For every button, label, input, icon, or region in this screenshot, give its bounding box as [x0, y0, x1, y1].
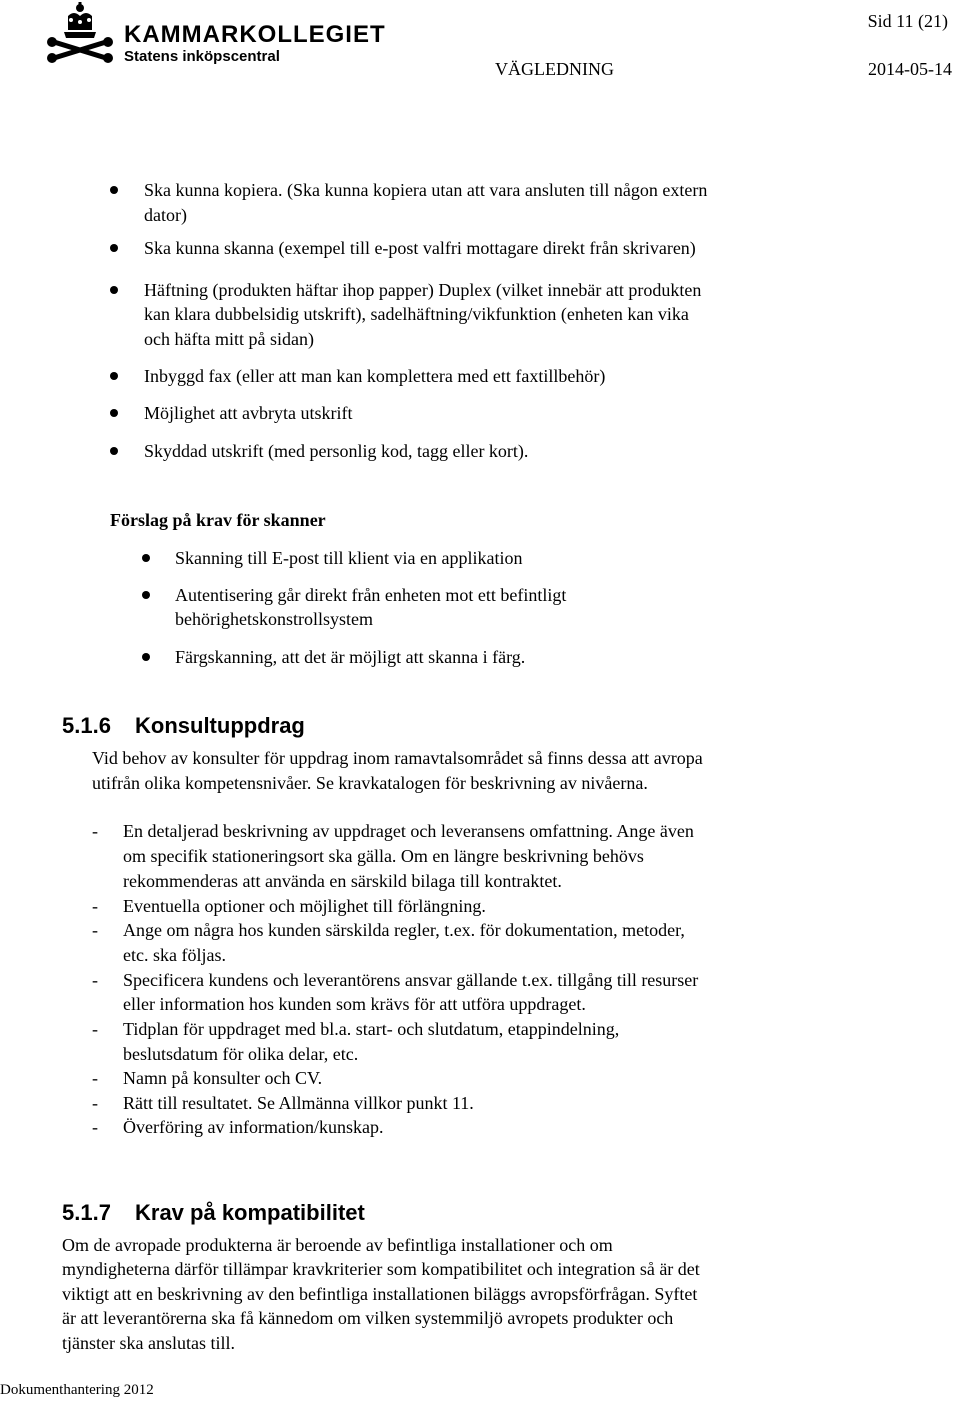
list-item-line: etc. ska följas. [123, 945, 226, 965]
list-item-line: Häftning (produkten häftar ihop papper) Duplex (vilket innebär att produkten [144, 280, 702, 300]
bullet-icon [142, 653, 150, 661]
crown-emblem-icon [44, 2, 116, 66]
body-line: tjänster ska anslutas till. [62, 1333, 235, 1353]
body-line: är att leverantörerna ska få kännedom om vilken systemmiljö avropets produkter och [62, 1308, 674, 1328]
list-item-line: Specificera kundens och leverantörens ansvar gällande t.ex. tillgång till resurser [123, 970, 699, 990]
list-item-line: kan klara dubbelsidig utskrift), sadelhäftning/vikfunktion (enheten kan vika [144, 304, 689, 324]
section-intro-line: utifrån olika kompetensnivåer. Se kravkatalogen för beskrivning av nivåerna. [92, 773, 648, 793]
list-item-line: beslutsdatum för olika delar, etc. [123, 1044, 359, 1064]
dash-marker: - [92, 821, 98, 841]
bullet-icon [110, 409, 118, 417]
section-heading-scanner: Förslag på krav för skanner [110, 510, 326, 530]
dash-marker: - [92, 1093, 98, 1113]
dash-marker: - [92, 1019, 98, 1039]
list-item-line: Eventuella optioner och möjlighet till förlängning. [123, 896, 486, 916]
logo-name: KAMMARKOLLEGIET [124, 21, 386, 48]
bullet-icon [110, 244, 118, 252]
document-date: 2014-05-14 [868, 59, 952, 79]
list-item-line: rekommenderas att använda en särskild bilaga till kontraktet. [123, 871, 562, 891]
list-item-line: om specifik stationeringsort ska gälla. Om en längre beskrivning behövs [123, 846, 644, 866]
dash-marker: - [92, 970, 98, 990]
list-item-line: Autentisering går direkt från enheten mot ett befintligt [175, 585, 567, 605]
dash-marker: - [92, 1117, 98, 1137]
list-item-line: En detaljerad beskrivning av uppdraget och leveransens omfattning. Ange även [123, 821, 694, 841]
list-item-line: Skyddad utskrift (med personlig kod, tagg eller kort). [144, 441, 529, 461]
list-item-line: Ska kunna skanna (exempel till e-post valfri mottagare direkt från skrivaren) [144, 238, 696, 258]
section-number-517: 5.1.7 [62, 1200, 111, 1225]
list-item-line: Tidplan för uppdraget med bl.a. start- och slutdatum, etappindelning, [123, 1019, 620, 1039]
list-item-line: Färgskanning, att det är möjligt att skanna i färg. [175, 647, 526, 667]
body-line: myndigheterna därför tillämpar kravkriterier som kompatibilitet och integration så är det [62, 1259, 700, 1279]
dash-marker: - [92, 1068, 98, 1088]
list-item-line: dator) [144, 205, 187, 225]
list-item-line: Ska kunna kopiera. (Ska kunna kopiera utan att vara ansluten till någon extern [144, 180, 708, 200]
bullet-icon [142, 591, 150, 599]
section-number-516: 5.1.6 [62, 713, 111, 738]
list-item-line: Överföring av information/kunskap. [123, 1117, 384, 1137]
dash-marker: - [92, 920, 98, 940]
section-intro-line: Vid behov av konsulter för uppdrag inom ramavtalsområdet så finns dessa att avropa [92, 748, 703, 768]
section-title-516: Konsultuppdrag [135, 713, 305, 738]
list-item-line: eller information hos kunden som krävs för att utföra uppdraget. [123, 994, 586, 1014]
bullet-icon [110, 286, 118, 294]
footer-text: Dokumenthantering 2012 [0, 1382, 154, 1398]
list-item-line: och häfta mitt på sidan) [144, 329, 314, 349]
document-type: VÄGLEDNING [495, 59, 614, 79]
list-item-line: Skanning till E-post till klient via en applikation [175, 548, 523, 568]
logo [44, 2, 386, 68]
body-line: viktigt att en beskrivning av den befintliga installationen biläggs avropsförfrågan. Syftet [62, 1284, 698, 1304]
bullet-icon [142, 554, 150, 562]
list-item-line: Möjlighet att avbryta utskrift [144, 403, 353, 423]
bullet-icon [110, 372, 118, 380]
page-number: Sid 11 (21) [867, 11, 948, 31]
section-title-517: Krav på kompatibilitet [135, 1200, 365, 1225]
logo-subtitle: Statens inköpscentral [124, 48, 280, 65]
list-item-line: Rätt till resultatet. Se Allmänna villkor punkt 11. [123, 1093, 474, 1113]
bullet-icon [110, 186, 118, 194]
list-item-line: Inbyggd fax (eller att man kan komplettera med ett faxtillbehör) [144, 366, 606, 386]
list-item-line: Ange om några hos kunden särskilda regler, t.ex. för dokumentation, metoder, [123, 920, 685, 940]
bullet-icon [110, 447, 118, 455]
list-item-line: behörighetskonstrollsystem [175, 609, 373, 629]
list-item-line: Namn på konsulter och CV. [123, 1068, 323, 1088]
dash-marker: - [92, 896, 98, 916]
body-line: Om de avropade produkterna är beroende av befintliga installationer och om [62, 1235, 613, 1255]
